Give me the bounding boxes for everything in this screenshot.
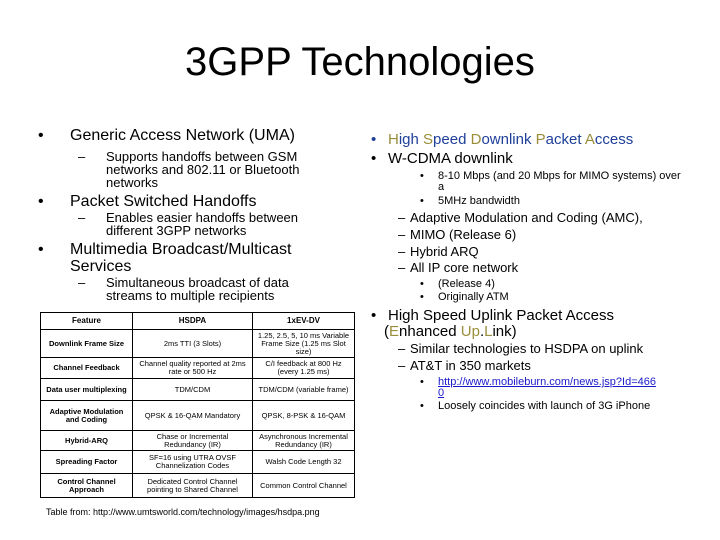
hspa-part: P <box>535 131 546 148</box>
slide-title: 3GPP Technologies <box>185 40 535 84</box>
table-cell: SF=16 using UTRA OVSF Channelization Codes <box>133 451 253 474</box>
iphone-note: Loosely coincides with launch of 3G iPhone <box>438 400 651 412</box>
hsupa-att: AT&T in 350 markets <box>410 358 531 373</box>
table-cell: Channel Feedback <box>41 358 133 379</box>
hspa-part: peed <box>433 131 471 148</box>
mobileburn-link-cont[interactable]: 0 <box>438 387 445 399</box>
hspa-heading <box>388 132 633 148</box>
hspa-part: ownlink <box>481 131 536 148</box>
table-cell: Downlink Frame Size <box>41 330 133 358</box>
table-cell: Common Control Channel <box>253 474 355 498</box>
wcdma-heading: W-CDMA downlink <box>388 150 513 167</box>
hspa-part: S <box>423 131 434 148</box>
hsupa-part: L <box>484 323 493 340</box>
bullet: • <box>420 376 424 388</box>
hsupa-part: nhanced <box>399 323 461 340</box>
table-cell: Hybrid-ARQ <box>41 431 133 451</box>
hsupa-part: ( <box>384 323 389 340</box>
table-cell: Dedicated Control Channel pointing to Shared Channel <box>133 474 253 498</box>
uma-heading: Generic Access Network (UMA) <box>70 127 295 144</box>
dash: – <box>398 358 406 373</box>
wcdma-rate: 8-10 Mbps (and 20 Mbps for MIMO systems) over a <box>438 170 681 193</box>
table-cell: Chase or Incremental Redundancy (IR) <box>133 431 253 451</box>
table-caption: Table from: http://www.umtsworld.com/technology/images/hsdpa.png <box>46 507 320 517</box>
bullet: • <box>371 150 377 167</box>
table-cell: Walsh Code Length 32 <box>253 451 355 474</box>
dash: – <box>78 210 86 225</box>
hspa-part: D <box>470 131 482 148</box>
psh-heading: Packet Switched Handoffs <box>70 193 257 210</box>
uma-detail: Supports handoffs between GSM networks and 802.11 or Bluetooth networks <box>106 149 300 190</box>
ip-release: (Release 4) <box>438 278 495 290</box>
bullet: • <box>371 307 377 324</box>
bullet: • <box>420 170 424 182</box>
dash: – <box>398 341 406 356</box>
table-cell: QPSK, 8-PSK & 16-QAM <box>253 401 355 431</box>
table-row <box>41 379 355 401</box>
wcdma-bandwidth: 5MHz bandwidth <box>438 195 520 207</box>
table-row <box>41 358 355 379</box>
hspa-part: igh <box>398 131 424 148</box>
dash: – <box>78 275 86 290</box>
comparison-table <box>40 312 355 498</box>
hsupa-part: E <box>389 323 400 340</box>
table-cell: Control Channel Approach <box>41 474 133 498</box>
table-cell: Data user multiplexing <box>41 379 133 401</box>
table-row <box>41 474 355 498</box>
dash: – <box>398 244 406 259</box>
bullet: • <box>420 400 424 412</box>
hsupa-part: Up <box>460 323 480 340</box>
bullet: • <box>420 291 424 303</box>
feature-harq: Hybrid ARQ <box>410 244 479 259</box>
bullet: • <box>420 278 424 290</box>
mbms-detail: Simultaneous broadcast of data streams to multiple recipients <box>106 275 289 303</box>
hsupa-part: ink) <box>492 323 517 340</box>
table-header: 1xEV-DV <box>253 313 355 330</box>
hsupa-part: . <box>479 323 485 340</box>
table-cell: TDM/CDM (variable frame) <box>253 379 355 401</box>
dash: – <box>398 227 406 242</box>
hspa-part: A <box>584 131 595 148</box>
dash: – <box>78 149 86 164</box>
feature-all-ip: All IP core network <box>410 260 519 275</box>
psh-detail: Enables easier handoffs between different 3GPP networks <box>106 210 299 238</box>
hsupa-subheading <box>384 324 517 340</box>
table-row <box>41 451 355 474</box>
bullet: • <box>38 193 44 210</box>
hspa-part: ccess <box>594 131 634 148</box>
mbms-heading: Multimedia Broadcast/Multicast Services <box>70 241 292 275</box>
hspa-part: acket <box>545 131 585 148</box>
ip-atm: Originally ATM <box>438 291 509 303</box>
table-cell: Channel quality reported at 2ms rate or 500 Hz <box>133 358 253 379</box>
hspa-part: H <box>388 131 399 148</box>
table-header: Feature <box>41 313 133 330</box>
table-cell: Adaptive Modulation and Coding <box>41 401 133 431</box>
feature-mimo: MIMO (Release 6) <box>410 227 517 242</box>
dash: – <box>398 260 406 275</box>
bullet: • <box>420 195 424 207</box>
table-cell: 2ms TTI (3 Slots) <box>133 330 253 358</box>
hsupa-heading: High Speed Uplink Packet Access <box>388 307 614 324</box>
bullet: • <box>38 127 44 144</box>
table-header: HSDPA <box>133 313 253 330</box>
table-cell: QPSK & 16-QAM Mandatory <box>133 401 253 431</box>
hsupa-similar: Similar technologies to HSDPA on uplink <box>410 341 644 356</box>
table-cell: TDM/CDM <box>133 379 253 401</box>
table-cell: Asynchronous Incremental Redundancy (IR) <box>253 431 355 451</box>
bullet: • <box>371 131 377 148</box>
feature-amc: Adaptive Modulation and Coding (AMC), <box>410 210 643 225</box>
table-cell: C/I feedback at 800 Hz (every 1.25 ms) <box>253 358 355 379</box>
dash: – <box>398 210 406 225</box>
table-cell: Spreading Factor <box>41 451 133 474</box>
table-row <box>41 431 355 451</box>
table-cell: 1.25, 2.5, 5, 10 ms Variable Frame Size (1.25 ms Slot size) <box>253 330 355 358</box>
bullet: • <box>38 241 44 258</box>
table-row <box>41 330 355 358</box>
mobileburn-link[interactable]: http://www.mobileburn.com/news.jsp?Id=466 <box>438 376 656 388</box>
table-row <box>41 401 355 431</box>
